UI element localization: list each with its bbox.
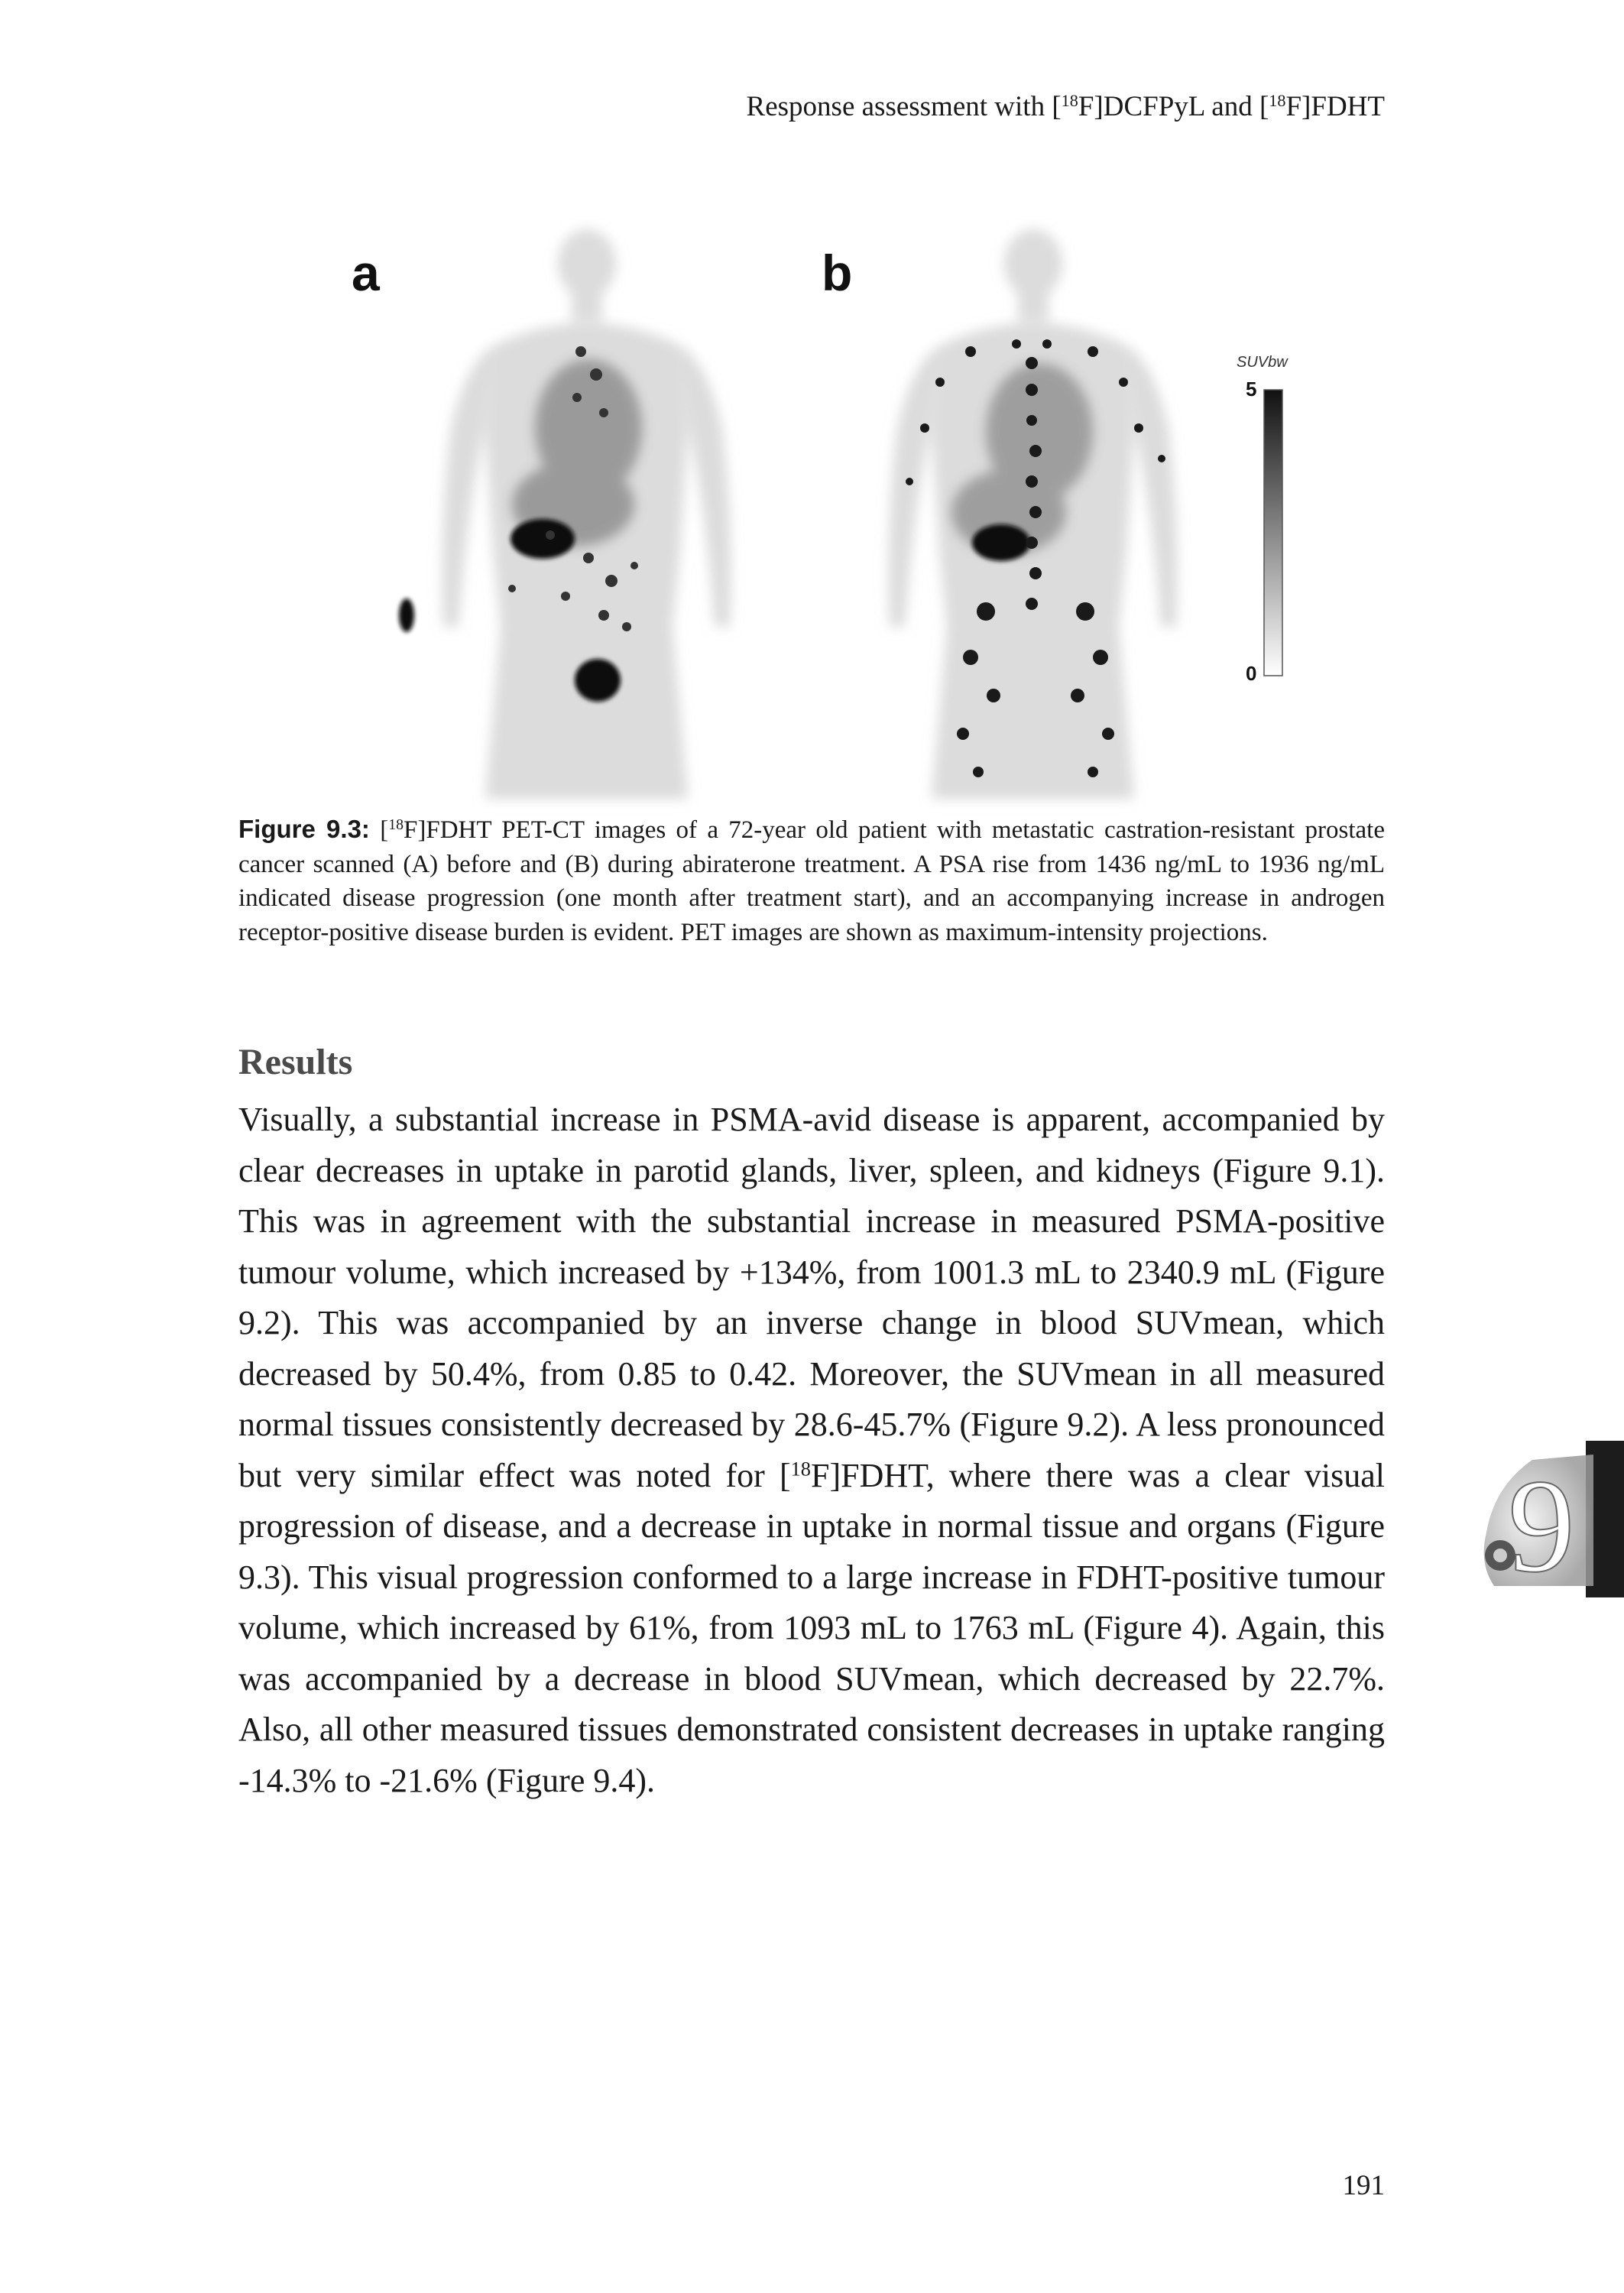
chapter-number: 9 [1508,1451,1575,1600]
panel-b-image [889,229,1178,799]
figure-9-3 [352,229,1307,799]
panel-a-label: a [352,245,380,301]
colorbar-min-label: 0 [1246,662,1257,685]
colorbar-max-label: 5 [1246,378,1257,401]
caption-label: Figure 9.3: [238,815,370,843]
section-title-results: Results [238,1042,353,1082]
results-paragraph: Visually, a substantial increase in PSMA-avid disease is apparent, accompanied by clear decreases in uptake in parotid glands, liver, spleen, and kidneys (Figure 9.1). This was in agreement with the substantial increase in measured PSMA-positive tumour volume, which increased by +134%, from 1001.3 mL to 2340.9 mL (Figure 9.2). This was accompanied by an inverse change in blood SUVmean, which decreased by 50.4%, from 0.85 to 0.42. Moreover, the SUVmean in all measured normal tissues consistently decreased by 28.6-45.7% (Figure 9.2). A less pronounced but very similar effect was noted for [$^{18}$F]FDHT, where there was a clear visual progression of disease, and a decrease in uptake in normal tissue and organs (Figure 9.3). This visual progression conformed to a large increase in FDHT-positive tumour volume, which increased by 61%, from 1093 mL to 1763 mL (Figure 4). Again, this was accompanied by a decrease in blood SUVmean, which decreased by 22.7%. Also, all other measured tissues demonstrated consistent decreases in uptake ranging -14.3% to -21.6% (Figure 9.4). [238,1101,1385,1799]
caption-text: F]FDHT PET-CT images of a 72-year old patient with metastatic castration-resistant prostate cancer scanned (A) before and (B) during abiraterone treatment. A PSA rise from 1436 ng/mL to 1936 ng/mL indicated disease progression (one month after treatment start), and an accompanying increase in androgen receptor-positive disease burden is evident. PET images are shown as maximum-intensity projections. [238,816,1385,946]
panel-b-label: b [822,245,853,301]
colorbar-title: SUVbw [1237,354,1288,371]
page-number: 191 [1342,2170,1385,2201]
panel-a-image [399,229,731,799]
colorbar [1264,390,1282,676]
figure-caption: Figure 9.3: [$^{18}$F]FDHT PET-CT images of a 72-year old patient with metastatic castration-resistant prostate cancer scanned (A) before and (B) during abiraterone treatment. A PSA rise from 1436 ng/mL to 1936 ng/mL indicated disease progression (one month after treatment start), and an accompanying increase in androgen receptor-positive disease burden is evident. PET images are shown as maximum-intensity projections. [238,815,1385,946]
chapter-tab [1471,1441,1624,1600]
running-header: Response assessment with [$^{18}$F]DCFPyL and [$^{18}$F]FDHT [746,90,1385,122]
pet-mip-images [352,229,1307,799]
